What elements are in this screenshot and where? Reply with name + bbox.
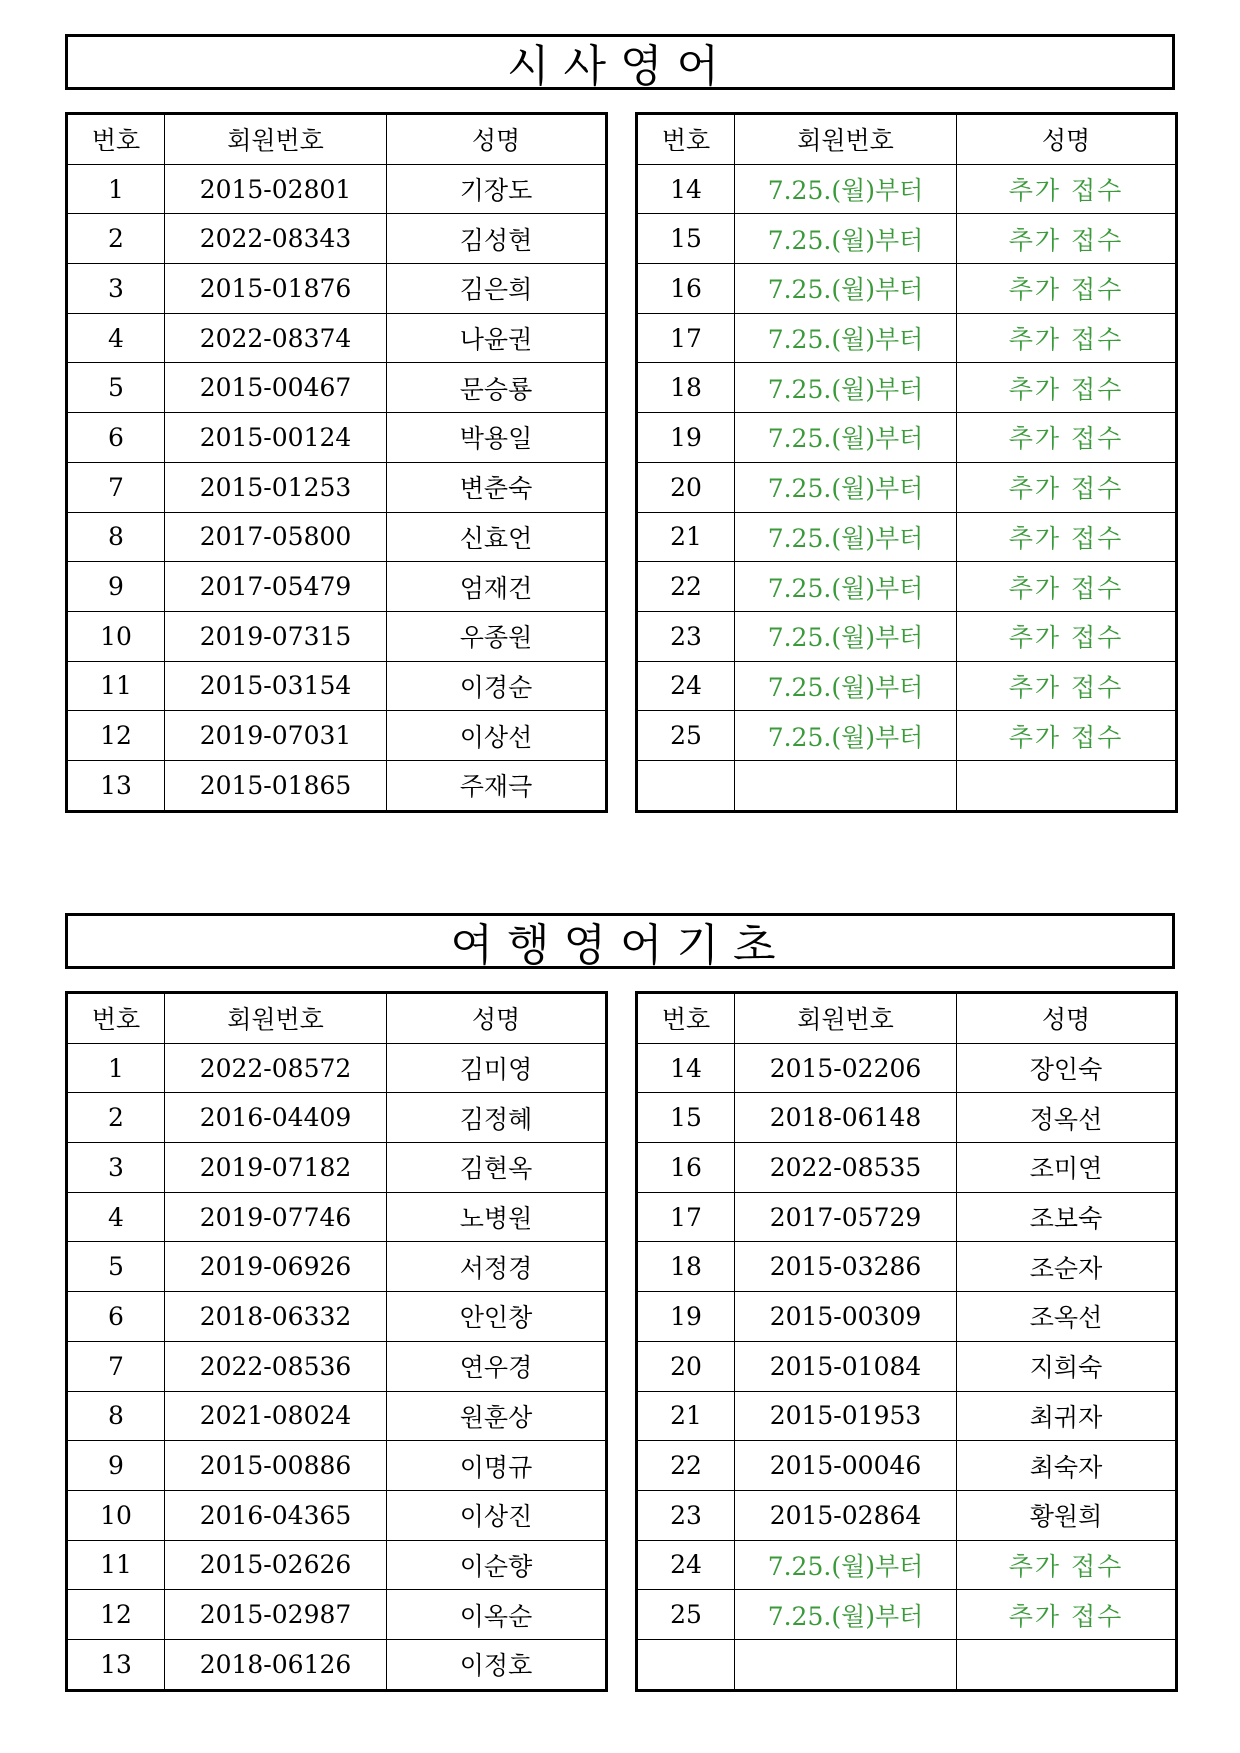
table-row xyxy=(637,1490,1177,1540)
cell-name: 추가 접수 xyxy=(957,214,1177,264)
cell-no: 1 xyxy=(67,164,165,214)
table-row xyxy=(67,313,607,363)
cell-no: 23 xyxy=(637,1490,735,1540)
cell-no: 5 xyxy=(67,363,165,413)
cell-no: 11 xyxy=(67,661,165,711)
cell-no: 12 xyxy=(67,1590,165,1640)
cell-member-id: 2022-08343 xyxy=(165,214,387,264)
cell-name: 문승룡 xyxy=(387,363,607,413)
table-row xyxy=(637,413,1177,463)
cell-name: 원훈상 xyxy=(387,1391,607,1441)
header-no: 번호 xyxy=(67,114,165,165)
cell-name: 추가 접수 xyxy=(957,711,1177,761)
cell-no: 2 xyxy=(67,1093,165,1143)
cell-member-id: 2018-06126 xyxy=(165,1639,387,1690)
cell-name: 서정경 xyxy=(387,1242,607,1292)
cell-no: 9 xyxy=(67,1441,165,1491)
section-title-travel-english-basic: 여행영어기초 xyxy=(65,913,1175,969)
table-row xyxy=(67,1242,607,1292)
table-header-row xyxy=(67,993,607,1044)
cell-member-id: 2015-00046 xyxy=(735,1441,957,1491)
table-row xyxy=(67,1043,607,1093)
cell-no: 14 xyxy=(637,1043,735,1093)
table-header-row xyxy=(67,114,607,165)
table-row xyxy=(67,1391,607,1441)
cell-no: 19 xyxy=(637,1292,735,1342)
header-name: 성명 xyxy=(387,993,607,1044)
table-row xyxy=(637,462,1177,512)
cell-name: 기장도 xyxy=(387,164,607,214)
cell-no: 3 xyxy=(67,1143,165,1193)
roster-table-left xyxy=(65,112,608,813)
cell-name: 추가 접수 xyxy=(957,363,1177,413)
cell-name: 신효언 xyxy=(387,512,607,562)
table-row xyxy=(637,1093,1177,1143)
header-no: 번호 xyxy=(637,993,735,1044)
cell-no: 19 xyxy=(637,413,735,463)
cell-no: 23 xyxy=(637,611,735,661)
cell-no xyxy=(637,760,735,811)
cell-member-id: 2015-01865 xyxy=(165,760,387,811)
cell-member-id: 2022-08535 xyxy=(735,1143,957,1193)
cell-member-id: 2015-00886 xyxy=(165,1441,387,1491)
table-row xyxy=(67,1093,607,1143)
cell-member-id: 2021-08024 xyxy=(165,1391,387,1441)
cell-no: 15 xyxy=(637,1093,735,1143)
cell-member-id xyxy=(735,760,957,811)
cell-no: 18 xyxy=(637,363,735,413)
roster-table-left xyxy=(65,991,608,1692)
cell-name: 추가 접수 xyxy=(957,512,1177,562)
cell-name xyxy=(957,760,1177,811)
cell-member-id: 7.25.(월)부터 xyxy=(735,661,957,711)
cell-no: 13 xyxy=(67,1639,165,1690)
cell-name: 우종원 xyxy=(387,611,607,661)
cell-no: 21 xyxy=(637,1391,735,1441)
table-row xyxy=(67,1192,607,1242)
cell-no: 6 xyxy=(67,413,165,463)
cell-no: 1 xyxy=(67,1043,165,1093)
cell-member-id: 2015-00467 xyxy=(165,363,387,413)
table-row xyxy=(67,661,607,711)
cell-member-id: 7.25.(월)부터 xyxy=(735,313,957,363)
table-row xyxy=(637,363,1177,413)
cell-member-id: 7.25.(월)부터 xyxy=(735,1590,957,1640)
cell-member-id: 2019-07746 xyxy=(165,1192,387,1242)
cell-no: 15 xyxy=(637,214,735,264)
cell-no: 18 xyxy=(637,1242,735,1292)
cell-member-id: 7.25.(월)부터 xyxy=(735,214,957,264)
cell-name: 연우경 xyxy=(387,1341,607,1391)
table-row xyxy=(637,214,1177,264)
table-header-row xyxy=(637,993,1177,1044)
table-row xyxy=(637,1192,1177,1242)
cell-name: 이상선 xyxy=(387,711,607,761)
table-row xyxy=(637,264,1177,314)
cell-member-id: 2017-05800 xyxy=(165,512,387,562)
cell-no: 3 xyxy=(67,264,165,314)
table-row xyxy=(637,1292,1177,1342)
cell-member-id: 2019-07315 xyxy=(165,611,387,661)
cell-name: 최귀자 xyxy=(957,1391,1177,1441)
cell-member-id: 2019-06926 xyxy=(165,1242,387,1292)
table-header-row xyxy=(637,114,1177,165)
table-row xyxy=(637,711,1177,761)
cell-no: 8 xyxy=(67,512,165,562)
table-row xyxy=(637,611,1177,661)
cell-member-id: 7.25.(월)부터 xyxy=(735,1540,957,1590)
cell-name: 김현옥 xyxy=(387,1143,607,1193)
table-row xyxy=(637,1441,1177,1491)
cell-no: 8 xyxy=(67,1391,165,1441)
cell-name: 주재극 xyxy=(387,760,607,811)
cell-name: 김은희 xyxy=(387,264,607,314)
cell-no: 16 xyxy=(637,1143,735,1193)
cell-name: 조옥선 xyxy=(957,1292,1177,1342)
roster-table-right xyxy=(635,112,1178,813)
cell-member-id: 2019-07182 xyxy=(165,1143,387,1193)
cell-no: 17 xyxy=(637,1192,735,1242)
table-row xyxy=(67,462,607,512)
cell-name: 추가 접수 xyxy=(957,413,1177,463)
cell-member-id: 2015-01084 xyxy=(735,1341,957,1391)
table-row xyxy=(67,413,607,463)
table-row xyxy=(637,760,1177,811)
header-member-id: 회원번호 xyxy=(735,114,957,165)
cell-name: 박용일 xyxy=(387,413,607,463)
cell-no: 11 xyxy=(67,1540,165,1590)
cell-member-id: 7.25.(월)부터 xyxy=(735,164,957,214)
cell-member-id: 2015-03154 xyxy=(165,661,387,711)
cell-member-id: 2015-01253 xyxy=(165,462,387,512)
cell-member-id: 2015-02206 xyxy=(735,1043,957,1093)
cell-member-id: 2015-02864 xyxy=(735,1490,957,1540)
cell-no: 22 xyxy=(637,1441,735,1491)
cell-no: 25 xyxy=(637,711,735,761)
table-row xyxy=(67,611,607,661)
cell-name: 이상진 xyxy=(387,1490,607,1540)
cell-member-id: 2022-08374 xyxy=(165,313,387,363)
table-row xyxy=(67,562,607,612)
cell-member-id: 2015-01876 xyxy=(165,264,387,314)
cell-member-id: 2022-08536 xyxy=(165,1341,387,1391)
table-row xyxy=(637,1341,1177,1391)
table-row xyxy=(67,164,607,214)
table-row xyxy=(67,214,607,264)
cell-member-id: 7.25.(월)부터 xyxy=(735,363,957,413)
cell-member-id: 2019-07031 xyxy=(165,711,387,761)
cell-name: 엄재건 xyxy=(387,562,607,612)
cell-name: 추가 접수 xyxy=(957,562,1177,612)
cell-name: 이옥순 xyxy=(387,1590,607,1640)
table-row xyxy=(67,1441,607,1491)
cell-member-id xyxy=(735,1639,957,1690)
cell-name: 황원희 xyxy=(957,1490,1177,1540)
cell-name: 정옥선 xyxy=(957,1093,1177,1143)
cell-member-id: 7.25.(월)부터 xyxy=(735,611,957,661)
cell-no: 4 xyxy=(67,1192,165,1242)
cell-no: 24 xyxy=(637,1540,735,1590)
table-row xyxy=(67,760,607,811)
cell-name: 추가 접수 xyxy=(957,164,1177,214)
table-row xyxy=(67,512,607,562)
cell-no: 16 xyxy=(637,264,735,314)
cell-name: 김성현 xyxy=(387,214,607,264)
table-row xyxy=(637,1391,1177,1441)
table-row xyxy=(637,1242,1177,1292)
table-row xyxy=(67,711,607,761)
table-row xyxy=(67,1540,607,1590)
section-title-current-affairs-english: 시사영어 xyxy=(65,34,1175,90)
table-row xyxy=(637,164,1177,214)
cell-no: 2 xyxy=(67,214,165,264)
cell-member-id: 7.25.(월)부터 xyxy=(735,711,957,761)
cell-name: 추가 접수 xyxy=(957,462,1177,512)
cell-member-id: 7.25.(월)부터 xyxy=(735,413,957,463)
cell-name: 장인숙 xyxy=(957,1043,1177,1093)
header-member-id: 회원번호 xyxy=(165,114,387,165)
cell-no: 6 xyxy=(67,1292,165,1342)
table-row xyxy=(67,1292,607,1342)
table-row xyxy=(637,562,1177,612)
cell-name: 추가 접수 xyxy=(957,1590,1177,1640)
cell-no: 14 xyxy=(637,164,735,214)
table-row xyxy=(637,1590,1177,1640)
table-row xyxy=(637,661,1177,711)
header-no: 번호 xyxy=(637,114,735,165)
cell-name: 나윤권 xyxy=(387,313,607,363)
cell-no: 7 xyxy=(67,1341,165,1391)
cell-no: 5 xyxy=(67,1242,165,1292)
cell-name: 노병원 xyxy=(387,1192,607,1242)
cell-name: 추가 접수 xyxy=(957,313,1177,363)
cell-no: 20 xyxy=(637,462,735,512)
cell-name: 조순자 xyxy=(957,1242,1177,1292)
cell-member-id: 2016-04409 xyxy=(165,1093,387,1143)
cell-member-id: 7.25.(월)부터 xyxy=(735,562,957,612)
cell-member-id: 2015-03286 xyxy=(735,1242,957,1292)
cell-name: 최숙자 xyxy=(957,1441,1177,1491)
table-row xyxy=(67,1341,607,1391)
cell-name: 추가 접수 xyxy=(957,661,1177,711)
table-row xyxy=(67,363,607,413)
cell-member-id: 2015-02801 xyxy=(165,164,387,214)
cell-member-id: 2015-00124 xyxy=(165,413,387,463)
cell-no: 7 xyxy=(67,462,165,512)
cell-no: 10 xyxy=(67,611,165,661)
cell-member-id: 2015-00309 xyxy=(735,1292,957,1342)
cell-member-id: 2017-05479 xyxy=(165,562,387,612)
cell-name: 이정호 xyxy=(387,1639,607,1690)
table-row xyxy=(637,313,1177,363)
cell-no: 25 xyxy=(637,1590,735,1640)
cell-no: 17 xyxy=(637,313,735,363)
cell-member-id: 7.25.(월)부터 xyxy=(735,462,957,512)
table-row xyxy=(67,1143,607,1193)
cell-no xyxy=(637,1639,735,1690)
cell-name: 지희숙 xyxy=(957,1341,1177,1391)
cell-no: 13 xyxy=(67,760,165,811)
roster-table-right xyxy=(635,991,1178,1692)
table-row xyxy=(637,512,1177,562)
table-row xyxy=(67,1490,607,1540)
cell-member-id: 2015-01953 xyxy=(735,1391,957,1441)
cell-no: 10 xyxy=(67,1490,165,1540)
cell-name: 이경순 xyxy=(387,661,607,711)
table-row xyxy=(67,1639,607,1690)
cell-member-id: 2022-08572 xyxy=(165,1043,387,1093)
table-row xyxy=(637,1540,1177,1590)
cell-member-id: 7.25.(월)부터 xyxy=(735,512,957,562)
cell-no: 9 xyxy=(67,562,165,612)
table-row xyxy=(637,1143,1177,1193)
cell-no: 4 xyxy=(67,313,165,363)
cell-name: 이순향 xyxy=(387,1540,607,1590)
cell-member-id: 2015-02987 xyxy=(165,1590,387,1640)
table-row xyxy=(637,1043,1177,1093)
cell-name: 추가 접수 xyxy=(957,264,1177,314)
cell-no: 21 xyxy=(637,512,735,562)
cell-member-id: 2018-06332 xyxy=(165,1292,387,1342)
cell-name: 추가 접수 xyxy=(957,1540,1177,1590)
header-name: 성명 xyxy=(957,114,1177,165)
cell-member-id: 2017-05729 xyxy=(735,1192,957,1242)
cell-name: 추가 접수 xyxy=(957,611,1177,661)
header-member-id: 회원번호 xyxy=(735,993,957,1044)
header-member-id: 회원번호 xyxy=(165,993,387,1044)
cell-member-id: 2016-04365 xyxy=(165,1490,387,1540)
cell-no: 20 xyxy=(637,1341,735,1391)
header-name: 성명 xyxy=(957,993,1177,1044)
cell-name xyxy=(957,1639,1177,1690)
cell-member-id: 2015-02626 xyxy=(165,1540,387,1590)
cell-name: 변춘숙 xyxy=(387,462,607,512)
cell-name: 안인창 xyxy=(387,1292,607,1342)
cell-name: 김정혜 xyxy=(387,1093,607,1143)
table-row xyxy=(67,1590,607,1640)
cell-no: 24 xyxy=(637,661,735,711)
table-row xyxy=(67,264,607,314)
cell-name: 조보숙 xyxy=(957,1192,1177,1242)
header-no: 번호 xyxy=(67,993,165,1044)
cell-member-id: 7.25.(월)부터 xyxy=(735,264,957,314)
cell-name: 조미연 xyxy=(957,1143,1177,1193)
cell-no: 22 xyxy=(637,562,735,612)
table-row xyxy=(637,1639,1177,1690)
cell-name: 이명규 xyxy=(387,1441,607,1491)
cell-name: 김미영 xyxy=(387,1043,607,1093)
cell-no: 12 xyxy=(67,711,165,761)
cell-member-id: 2018-06148 xyxy=(735,1093,957,1143)
header-name: 성명 xyxy=(387,114,607,165)
